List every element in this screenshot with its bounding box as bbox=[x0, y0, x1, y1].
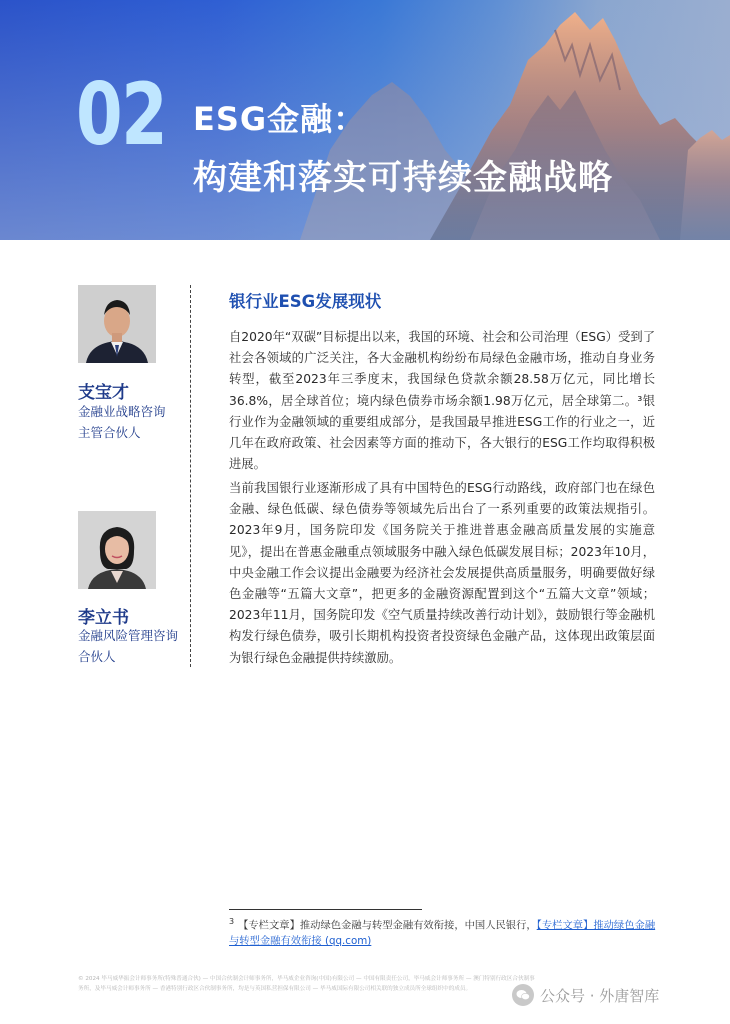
author-name-li: 李立书 bbox=[78, 608, 129, 628]
footnote bbox=[229, 914, 659, 949]
author-role-zhi-line1: 金融业战略咨询 bbox=[78, 404, 166, 419]
copyright-disclaimer: © 2024 毕马威华振会计师事务所(特殊普通合伙) — 中国合伙制会计师事务所，毕马威企业咨询(中国)有限公司 — 中国有限责任公司，毕马威会计师事务所 — 澳门特别行政区合伙制事务所，及毕马威会计师事务所 — 香港特别行政区合伙制事务所，均是与英国私营担保有限公司 — 毕马威国际有限公司相关联的独立成员所全球组织中的成员。 bbox=[78, 976, 535, 992]
author-photo-zhi bbox=[78, 285, 156, 363]
paragraph-1: 自2020年“双碳”目标提出以来，我国的环境、社会和公司治理（ESG）受到了社会各领域的广泛关注，各大金融机构纷纷布局绿色金融市场，推动自身业务转型，截至2023年三季度末，我国绿色贷款余额28.58万亿元，同比增长36.8%，居全球首位；境内绿色债券市场余额1.98万亿元，居全球第二。³银行业作为金融领域的重要组成部分，是我国最早推进ESG工作的行业之一，近几年在政府政策、社会因素等方面的推动下，各大银行的ESG工作均取得积极进展。 bbox=[229, 330, 655, 472]
chapter-title-line1: ESG金融： bbox=[193, 100, 367, 138]
footnote-text: 【专栏文章】推动绿色金融与转型金融有效衔接，中国人民银行， bbox=[238, 919, 537, 932]
footnote-marker: 3 bbox=[229, 917, 235, 926]
chapter-number: 02 bbox=[76, 65, 167, 165]
author-name-zhi: 支宝才 bbox=[78, 383, 129, 403]
chapter-title-line2: 构建和落实可持续金融战略 bbox=[193, 158, 613, 198]
header-banner bbox=[0, 0, 730, 240]
author-role-zhi-line2: 主管合伙人 bbox=[78, 425, 141, 440]
author-role-li-line2: 合伙人 bbox=[78, 649, 116, 664]
paragraph-2: 当前我国银行业逐渐形成了具有中国特色的ESG行动路线，政府部门也在绿色金融、绿色低碳、绿色债券等领域先后出台了一系列重要的政策法规指引。2023年9月，国务院印发《国务院关于推进普惠金融高质量发展的实施意见》，提出在普惠金融重点领域服务中融入绿色低碳发展目标；2023年10月，中央金融工作会议提出金融要为经济社会发展提供高质量服务，明确要做好绿色金融等“五篇大文章”，把更多的金融资源配置到这个“五篇大文章”领域；2023年11月，国务院印发《空气质量持续改善行动计划》，鼓励银行等金融机构发行绿色债券，吸引长期机构投资者投资绿色金融产品，这体现出政策层面为银行绿色金融提供持续激励。 bbox=[229, 481, 655, 665]
wechat-icon bbox=[512, 984, 534, 1006]
column-divider bbox=[190, 285, 191, 667]
section-title: 银行业ESG发展现状 bbox=[229, 292, 382, 311]
watermark-text: 公众号 · 外唐智库 bbox=[540, 986, 660, 1005]
footnote-rule bbox=[229, 909, 422, 910]
watermark bbox=[512, 984, 659, 1006]
author-photo-li bbox=[78, 511, 156, 589]
author-role-li-line1: 金融风险管理咨询 bbox=[78, 628, 179, 643]
footnote-link[interactable]: 【专栏文章】推动绿色金融与转型金融有效衔接 (qq.com) bbox=[229, 919, 656, 947]
